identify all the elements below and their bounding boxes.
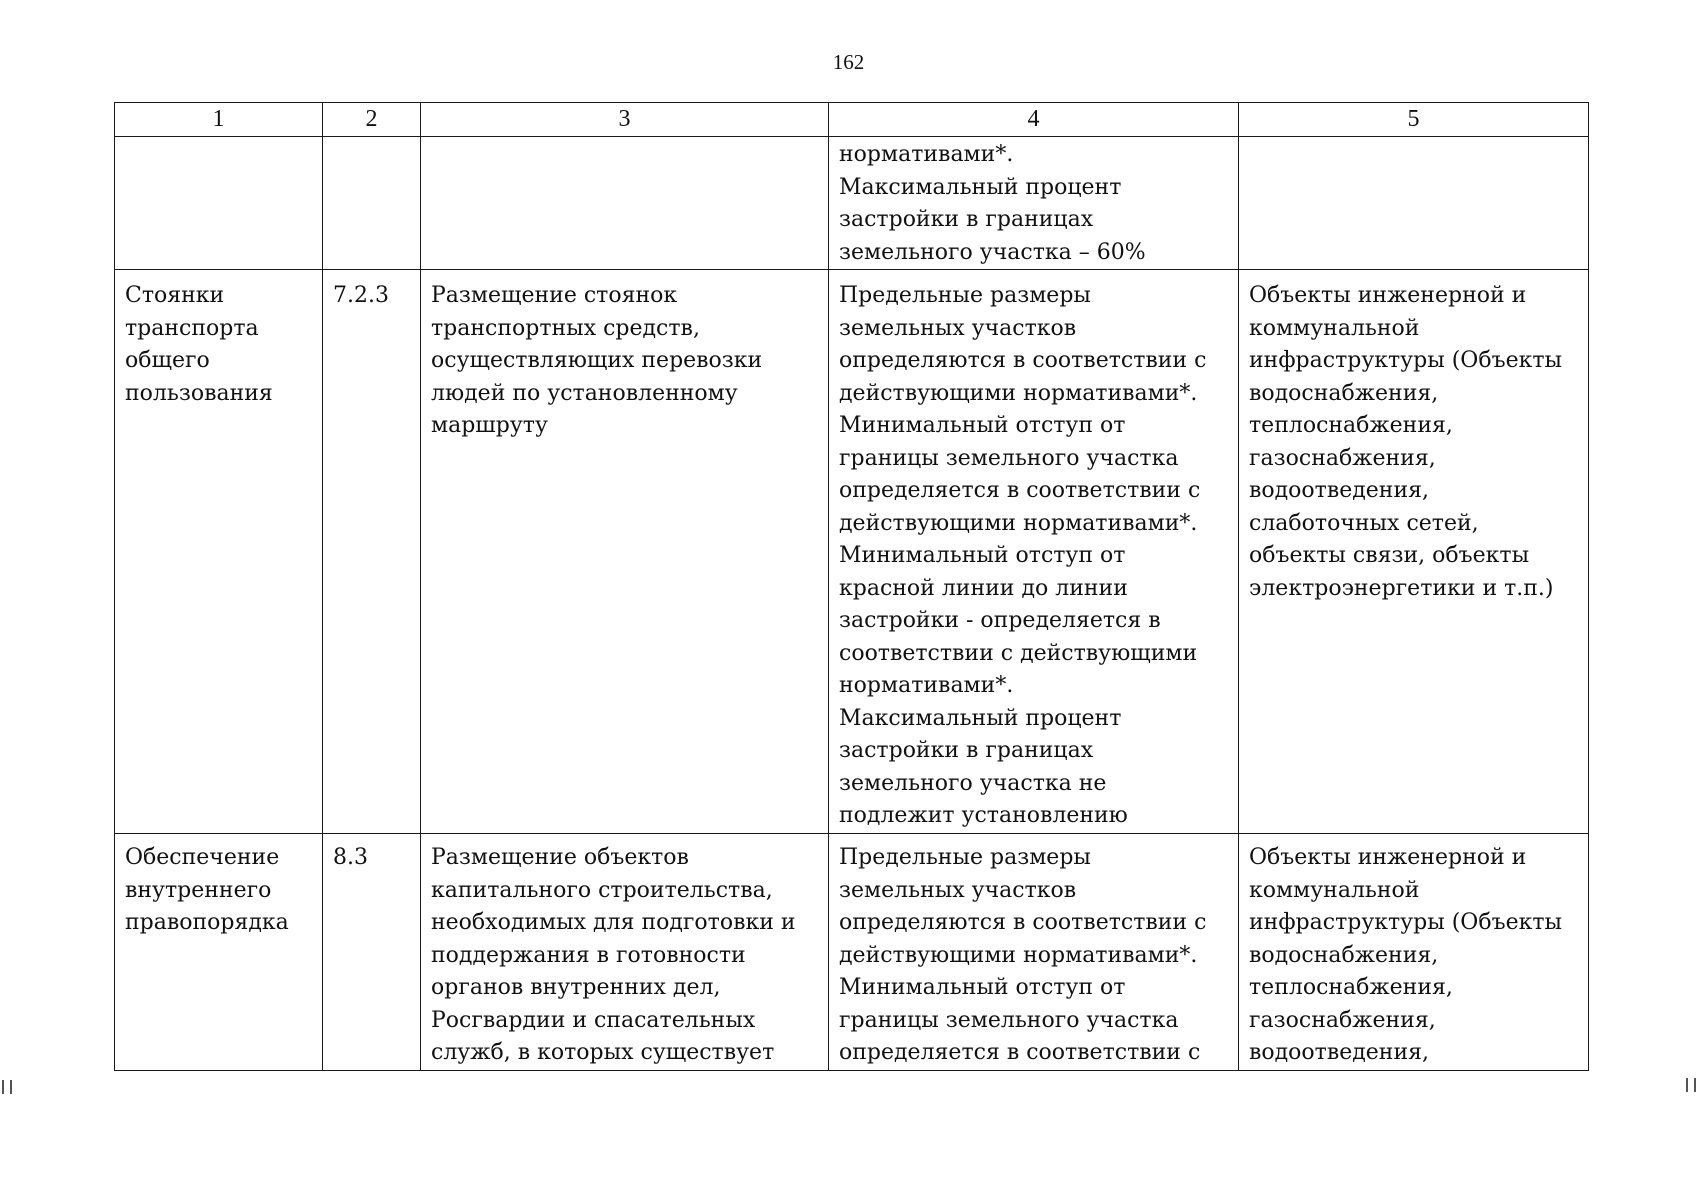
cell-text-line: пользования [125,380,273,406]
cell-text-line: застройки в границах [839,738,1094,763]
cell-text-line: теплоснабжения, [1249,975,1453,1000]
column-header-5: 5 [1239,103,1589,137]
auxiliary-objects-cell [1239,834,1589,1071]
column-header-4: 4 [829,103,1239,137]
cell-text-line: общего [125,348,210,373]
use-name-cell [115,834,323,1071]
cell-text-line: Объекты инженерной и [1249,845,1527,870]
zoning-table [114,102,1589,1071]
cell-text-line: водоотведения, [1249,1040,1430,1065]
cell-text-line: инфраструктуры (Объекты [1249,910,1563,935]
column-header-1: 1 [115,103,323,137]
cell-text-line: Обеспечение [125,845,280,870]
cell-text-line: нормативами*. [839,673,1014,698]
cell-text-line: красной линии до линии [839,575,1128,601]
cell-text-line: соответствии с действующими [839,640,1198,666]
description-cell [421,834,829,1071]
cell-text-line: маршруту [431,413,548,438]
cell-text-line: земельного участка не [839,770,1107,796]
cell-text-line: Объекты инженерной и [1249,283,1527,308]
parameters-cell [829,137,1239,270]
cell-text-line: капитального строительства, [431,877,773,903]
cell-text-line: Минимальный отступ от [839,543,1126,568]
code-cell [323,137,421,270]
column-header-2: 2 [323,103,421,137]
code-cell [323,270,421,834]
cell-text-line: газоснабжения, [1249,1007,1436,1033]
cell-text-line: внутреннего [125,877,272,903]
cell-text-line: служб, в которых существует [431,1040,775,1065]
cell-text-line: Максимальный процент [839,705,1122,731]
cell-text-line: газоснабжения, [1249,445,1436,471]
cell-text-line: определяются в соответствии с [839,910,1207,935]
column-header-3: 3 [421,103,829,137]
scan-edge-mark-left [2,1080,12,1094]
use-name-cell [115,270,323,834]
table-row [115,137,1589,270]
cell-text-line: границы земельного участка [839,1007,1179,1033]
cell-text-line: электроэнергетики и т.п.) [1249,575,1554,601]
auxiliary-objects-cell [1239,270,1589,834]
cell-text-line: водоотведения, [1249,478,1430,503]
cell-text-line: инфраструктуры (Объекты [1249,348,1563,373]
cell-text-line: осуществляющих перевозки [431,348,763,373]
cell-text-line: органов внутренних дел, [431,975,721,1000]
cell-text-line: Размещение объектов [431,845,689,870]
cell-text-line: действующими нормативами*. [839,942,1198,968]
cell-text-line: земельного участка – 60% [839,239,1146,265]
scan-edge-mark-right [1686,1078,1696,1092]
cell-text-line: необходимых для подготовки и [431,910,796,935]
description-cell [421,270,829,834]
cell-text-line: действующими нормативами*. [839,510,1198,536]
cell-text-line: Предельные размеры [839,845,1091,870]
cell-text-line: теплоснабжения, [1249,413,1453,438]
table-row [115,834,1589,1071]
cell-text-line: застройки в границах [839,207,1094,232]
cell-text-line: застройки - определяется в [839,608,1161,633]
cell-text-line: определяются в соответствии с [839,348,1207,373]
cell-text-line: 8.3 [333,845,368,870]
cell-text-line: Размещение стоянок [431,283,678,308]
cell-text-line: коммунальной [1249,315,1420,341]
cell-text-line: подлежит установлению [839,803,1128,828]
cell-text-line: водоснабжения, [1249,380,1439,406]
cell-text-line: действующими нормативами*. [839,380,1198,406]
cell-text-line: транспорта [125,315,259,341]
header-row [115,103,1589,137]
cell-text-line: Максимальный процент [839,174,1122,200]
cell-text-line: поддержания в готовности [431,942,746,968]
cell-text-line: границы земельного участка [839,445,1179,471]
cell-text-line: Минимальный отступ от [839,975,1126,1000]
table-row [115,270,1589,834]
cell-text-line: Предельные размеры [839,283,1091,308]
cell-text-line: Стоянки [125,283,225,308]
cell-text-line: земельных участков [839,877,1077,903]
cell-text-line: 7.2.3 [333,283,389,308]
cell-text-line: правопорядка [125,910,289,935]
cell-text-line: определяется в соответствии с [839,478,1201,503]
parameters-cell [829,270,1239,834]
code-cell [323,834,421,1071]
cell-text-line: слаботочных сетей, [1249,510,1479,536]
cell-text-line: Росгвардии и спасательных [431,1007,756,1033]
cell-text-line: Минимальный отступ от [839,413,1126,438]
auxiliary-objects-cell [1239,137,1589,270]
cell-text-line: определяется в соответствии с [839,1040,1201,1065]
cell-text-line: людей по установленному [431,380,738,406]
cell-text-line: нормативами*. [839,142,1014,167]
cell-text-line: транспортных средств, [431,315,700,341]
cell-text-line: объекты связи, объекты [1249,543,1530,568]
cell-text-line: земельных участков [839,315,1077,341]
parameters-cell [829,834,1239,1071]
page-number: 162 [832,50,865,74]
description-cell [421,137,829,270]
use-name-cell [115,137,323,270]
cell-text-line: коммунальной [1249,877,1420,903]
cell-text-line: водоснабжения, [1249,942,1439,968]
